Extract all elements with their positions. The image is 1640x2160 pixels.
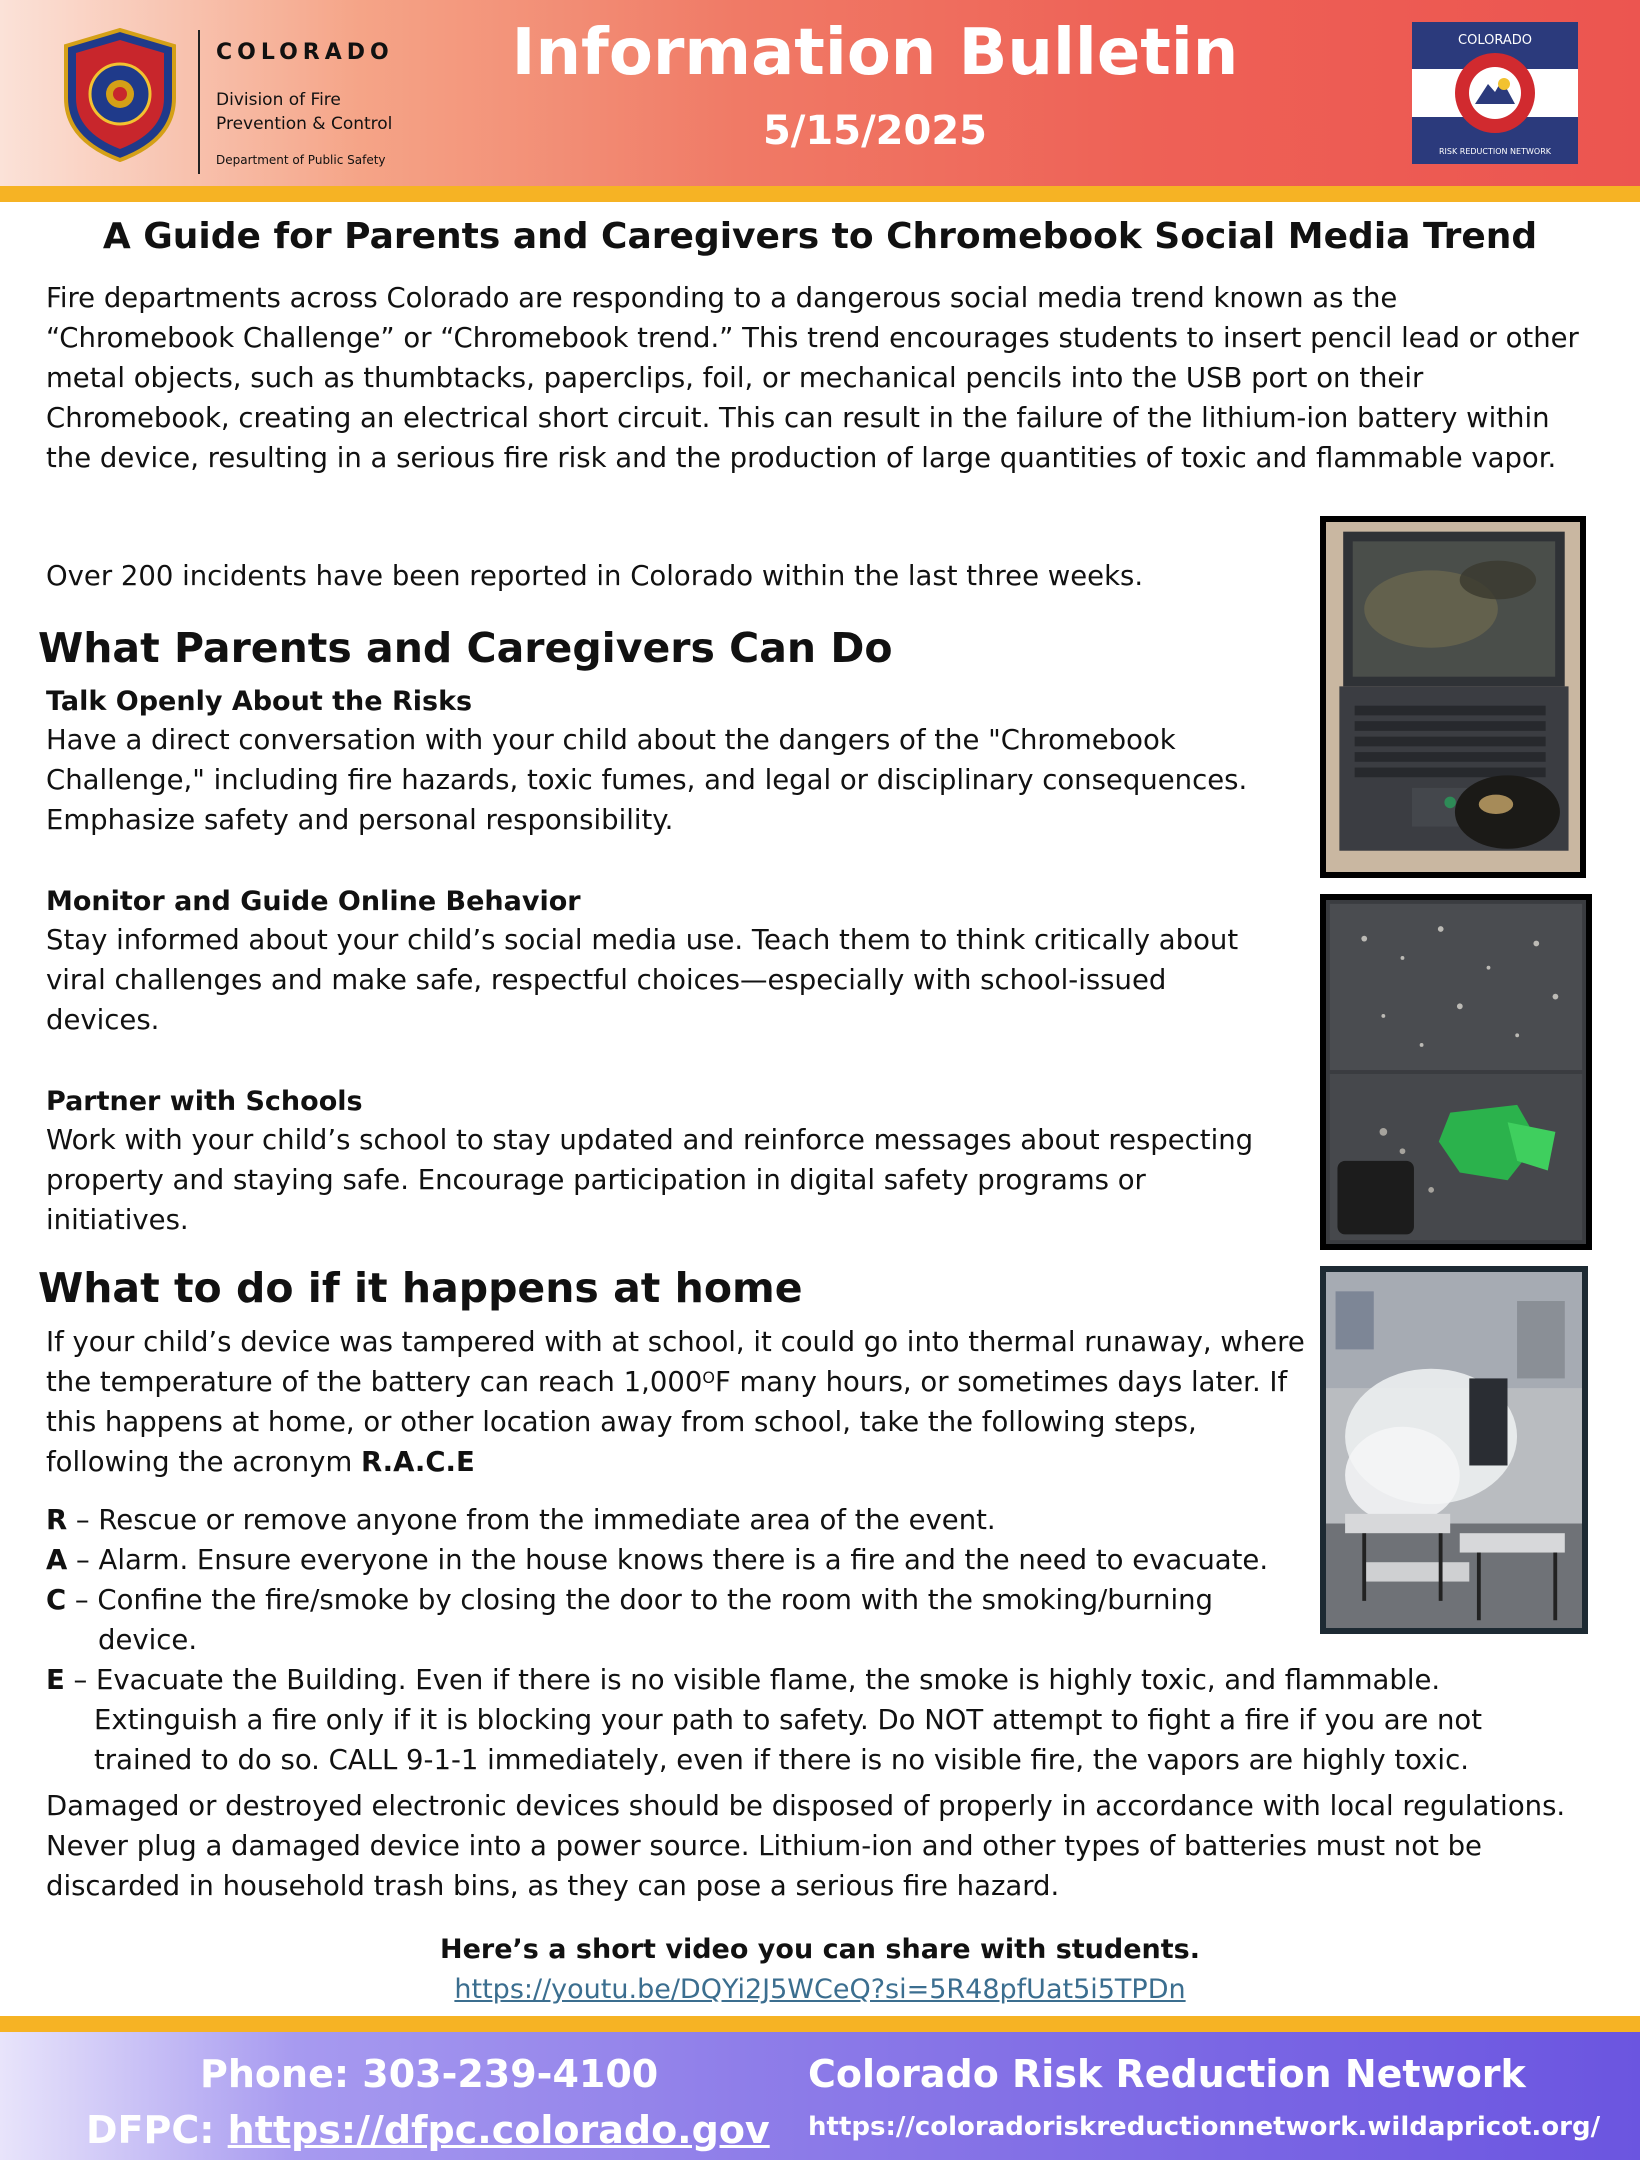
intro-paragraph: Fire departments across Colorado are responding to a dangerous social media trend known as the “Chromebook Challenge” or “Chromebook trend.” This trend encourages students to insert pencil lead or other metal objects, such as thumbtacks, paperclips, foil, or mechanical pencils into the USB port on their Chromebook, creating an electrical short circuit. This can result in the failure of the lithium-ion battery within the device, resulting in a serious fire risk and the production of large quantities of toxic and flammable vapor. [46, 282, 1579, 474]
org-division-line1: Division of Fire [216, 90, 341, 110]
paragraph-talk-openly: Have a direct conversation with your child about the dangers of the "Chromebook Challenge," including fire hazards, toxic fumes, and legal or disciplinary consequences. Emphasize safety and personal responsibility. [46, 724, 1248, 836]
at-home-paragraph [46, 1322, 1306, 1482]
footer-crn-link[interactable]: https://coloradoriskreductionnetwork.wildapricot.org/ [808, 2112, 1601, 2142]
article-title: A Guide for Parents and Caregivers to Chromebook Social Media Trend [102, 216, 1538, 257]
section-heading-can-do: What Parents and Caregivers Can Do [38, 624, 893, 672]
header-gold-rule [0, 186, 1640, 202]
classroom-smoke-photo [1320, 1266, 1588, 1634]
org-division-line2: Prevention & Control [216, 114, 393, 134]
crn-logo-text-bottom: RISK REDUCTION NETWORK [1438, 147, 1552, 156]
section-heading-at-home: What to do if it happens at home [38, 1264, 803, 1312]
burned-chromebook-open-photo [1320, 516, 1586, 878]
video-link[interactable]: https://youtu.be/DQYi2J5WCeQ?si=5R48pfUat5i5TPDn [454, 1974, 1186, 2005]
at-home-text-part2: F many hours, or sometimes days later. If this happens at home, or other location away from school, take the following steps, following the acronym [46, 1366, 1288, 1478]
race-letter: R [46, 1504, 68, 1536]
race-letter: A [46, 1544, 68, 1576]
race-letter: E [46, 1664, 65, 1696]
footer-dfpc-link[interactable]: https://dfpc.colorado.gov [227, 2108, 770, 2152]
org-state-name: COLORADO [216, 40, 394, 65]
race-step-evacuate [46, 1660, 1546, 1780]
subheading-monitor-behavior: Monitor and Guide Online Behavior [46, 886, 581, 917]
fire-division-seal-icon [62, 28, 178, 162]
race-step-text: – Rescue or remove anyone from the immediate area of the event. [67, 1504, 996, 1536]
race-step-confine [46, 1580, 1296, 1660]
footer-phone: Phone: 303-239-4100 [200, 2052, 659, 2096]
header-divider [198, 30, 200, 174]
race-step-alarm [46, 1540, 1346, 1580]
footer-gold-rule [0, 2016, 1640, 2032]
at-home-text-part1: If your child’s device was tampered with at school, it could go into thermal runaway, where the temperature of the battery can reach 1,000 [46, 1326, 1305, 1398]
bulletin-title: Information Bulletin [511, 16, 1239, 90]
race-acronym: R.A.C.E [360, 1446, 475, 1478]
burned-chromebook-underside-photo [1320, 894, 1592, 1250]
video-label: Here’s a short video you can share with students. [440, 1934, 1200, 1965]
subheading-partner-schools: Partner with Schools [46, 1086, 363, 1117]
paragraph-partner-schools: Work with your child’s school to stay updated and reinforce messages about respecting property and staying safe. Encourage participation in digital safety programs or initiatives. [46, 1124, 1254, 1236]
disposal-paragraph: Damaged or destroyed electronic devices should be disposed of properly in accordance with local regulations. Never plug a damaged device into a power source. Lithium-ion and other types of batteries must not be discarded in household trash bins, as they can pose a serious fire hazard. [46, 1790, 1566, 1902]
colorado-risk-reduction-network-logo [1412, 22, 1578, 164]
footer-crn-name: Colorado Risk Reduction Network [808, 2052, 1526, 2096]
race-letter: C [46, 1584, 67, 1616]
incidents-paragraph: Over 200 incidents have been reported in Colorado within the last three weeks. [46, 560, 1144, 592]
race-step-rescue [46, 1500, 1346, 1540]
footer-dfpc [86, 2108, 770, 2152]
race-step-text: – Confine the fire/smoke by closing the door to the room with the smoking/burning device. [66, 1584, 1213, 1656]
bulletin-date: 5/15/2025 [762, 108, 988, 154]
crn-logo-text-top: COLORADO [1458, 33, 1532, 48]
footer-dfpc-label: DFPC: [86, 2108, 228, 2152]
paragraph-monitor-behavior: Stay informed about your child’s social media use. Teach them to think critically about viral challenges and make safe, respectful choices—especially with school-issued devices. [46, 924, 1239, 1036]
degree-symbol: O [702, 1368, 715, 1387]
race-step-text: – Alarm. Ensure everyone in the house knows there is a fire and the need to evacuate. [67, 1544, 1269, 1576]
org-department: Department of Public Safety [216, 153, 386, 167]
subheading-talk-openly: Talk Openly About the Risks [46, 686, 473, 717]
race-step-text: – Evacuate the Building. Even if there is no visible flame, the smoke is highly toxic, and flammable. Extinguish a fire only if it is blocking your path to safety. Do NOT attempt to fight a fire if you are not trained to do so. CALL 9-1-1 immediately, even if there is no visible fire, the vapors are highly toxic. [64, 1664, 1483, 1776]
